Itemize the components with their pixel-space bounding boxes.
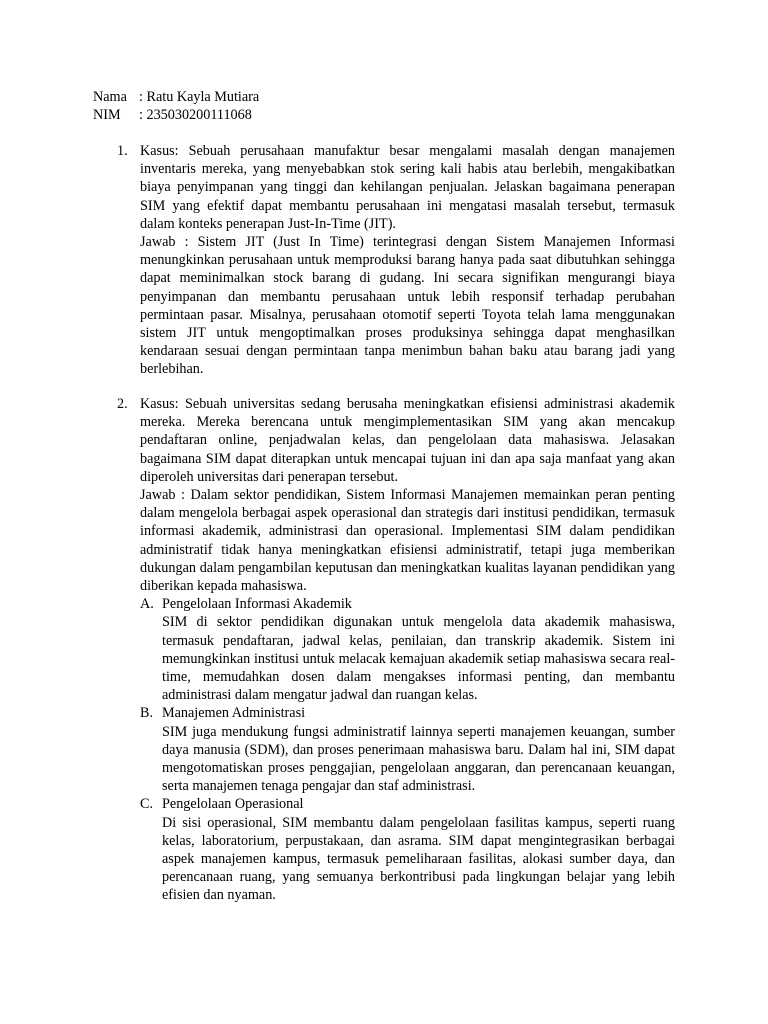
subsection-title: Pengelolaan Operasional <box>162 796 304 813</box>
name-label: Nama <box>93 89 127 105</box>
answer-text: Jawab : Sistem JIT (Just In Time) terintegrasi dengan Sistem Manajemen Informasi menungkinkan perusahaan untuk memproduksi barang hanya pada saat dibutuhkan sehingga dapat meminimalkan stock barang di gudang. Ini secara signifikan mengurangi biaya penyimpanan dan membantu perusahaan untuk lebih responsif terhadap perubahan permintaan pasar. Misalnya, perusahaan otomotif seperti Toyota telah lama menggunakan sistem JIT untuk mengoptimalkan proses produksinya sehingga dapat menghasilkan kendaraan sesuai dengan permintaan tanpa menimbun bahan baku atau barang jadi yang berlebihan. <box>140 234 675 378</box>
subsection-title: Manajemen Administrasi <box>162 705 306 722</box>
subsection-c <box>140 795 675 904</box>
item-number: 1. <box>117 143 128 159</box>
nim-label: NIM <box>93 107 121 123</box>
subsection-letter: A. <box>140 596 154 613</box>
nim-line <box>93 106 252 124</box>
item-number: 2. <box>117 396 128 412</box>
case-text: Kasus: Sebuah universitas sedang berusaha meningkatkan efisiensi administrasi akademik mereka. Mereka berencana untuk mengimplementasikan SIM yang akan mencakup pendaftaran online, penjadwalan kelas, dan pengelolaan data mahasiswa. Jelasakan bagaimana SIM dapat diterapkan untuk mencapai tujuan ini dan apa saja manfaat yang akan diperoleh universitas dari penerapan tersebut. <box>140 396 675 485</box>
subsection-text: Di sisi operasional, SIM membantu dalam pengelolaan fasilitas kampus, seperti ruang kelas, laboratorium, perpustakaan, dan asrama. SIM dapat mengintegrasikan berbagai aspek manajemen kampus, termasuk pemeliharaan fasilitas, alokasi sumber daya, dan perencanaan ruang, yang semuanya berkontribusi pada lingkungan belajar yang lebih efisien dan nyaman. <box>162 814 675 904</box>
subsection-b <box>140 704 675 795</box>
answer-text: Jawab : Dalam sektor pendidikan, Sistem Informasi Manajemen memainkan peran penting dalam mengelola berbagai aspek operasional dan strategis dari institusi pendidikan, termasuk informasi akademik, administrasi dan operasional. Implementasi SIM dalam pendidikan administratif tidak hanya meningkatkan efisiensi administratif, tetapi juga memberikan dukungan dalam pengambilan keputusan dan meningkatkan kualitas layanan pendidikan yang diberikan kepada mahasiswa. <box>140 487 675 595</box>
name-value: : Ratu Kayla Mutiara <box>139 89 260 105</box>
subsection-letter: C. <box>140 796 154 813</box>
nim-value: : 235030200111068 <box>139 107 252 123</box>
subsection-text: SIM juga mendukung fungsi administratif lainnya seperti manajemen keuangan, sumber daya manusia (SDM), dan proses penerimaan mahasiswa baru. Dalam hal ini, SIM dapat mengotomatiskan proses penggajian, pengelolaan anggaran, dan perencanaan keuangan, serta manajemen tenaga pengajar dan staf administrasi. <box>162 723 675 795</box>
case-text: Kasus: Sebuah perusahaan manufaktur besar mengalami masalah dengan manajemen inventaris mereka, yang menyebabkan stok sering kali habis atau berlebih, mengakibatkan biaya penyimpanan yang tinggi dan kehilangan penjualan. Jelaskan bagaimana penerapan SIM yang efektif dapat membantu perusahaan ini mengatasi masalah tersebut, termasuk dalam konteks penerapan Just-In-Time (JIT). <box>140 143 675 232</box>
subsection-letter: B. <box>140 705 154 722</box>
subsection-title: Pengelolaan Informasi Akademik <box>162 596 352 613</box>
subsection-text: SIM di sektor pendidikan digunakan untuk mengelola data akademik mahasiswa, termasuk pendaftaran, jadwal kelas, penilaian, dan transkrip akademik. Sistem ini memungkinkan institusi untuk melacak kemajuan akademik setiap mahasiswa secara real-time, memudahkan dosen dalam mengakses informasi penting, dan membantu administrasi dalam mengatur jadwal dan ruangan kelas. <box>162 614 675 704</box>
subsection-a <box>140 595 675 704</box>
name-line <box>93 88 259 106</box>
